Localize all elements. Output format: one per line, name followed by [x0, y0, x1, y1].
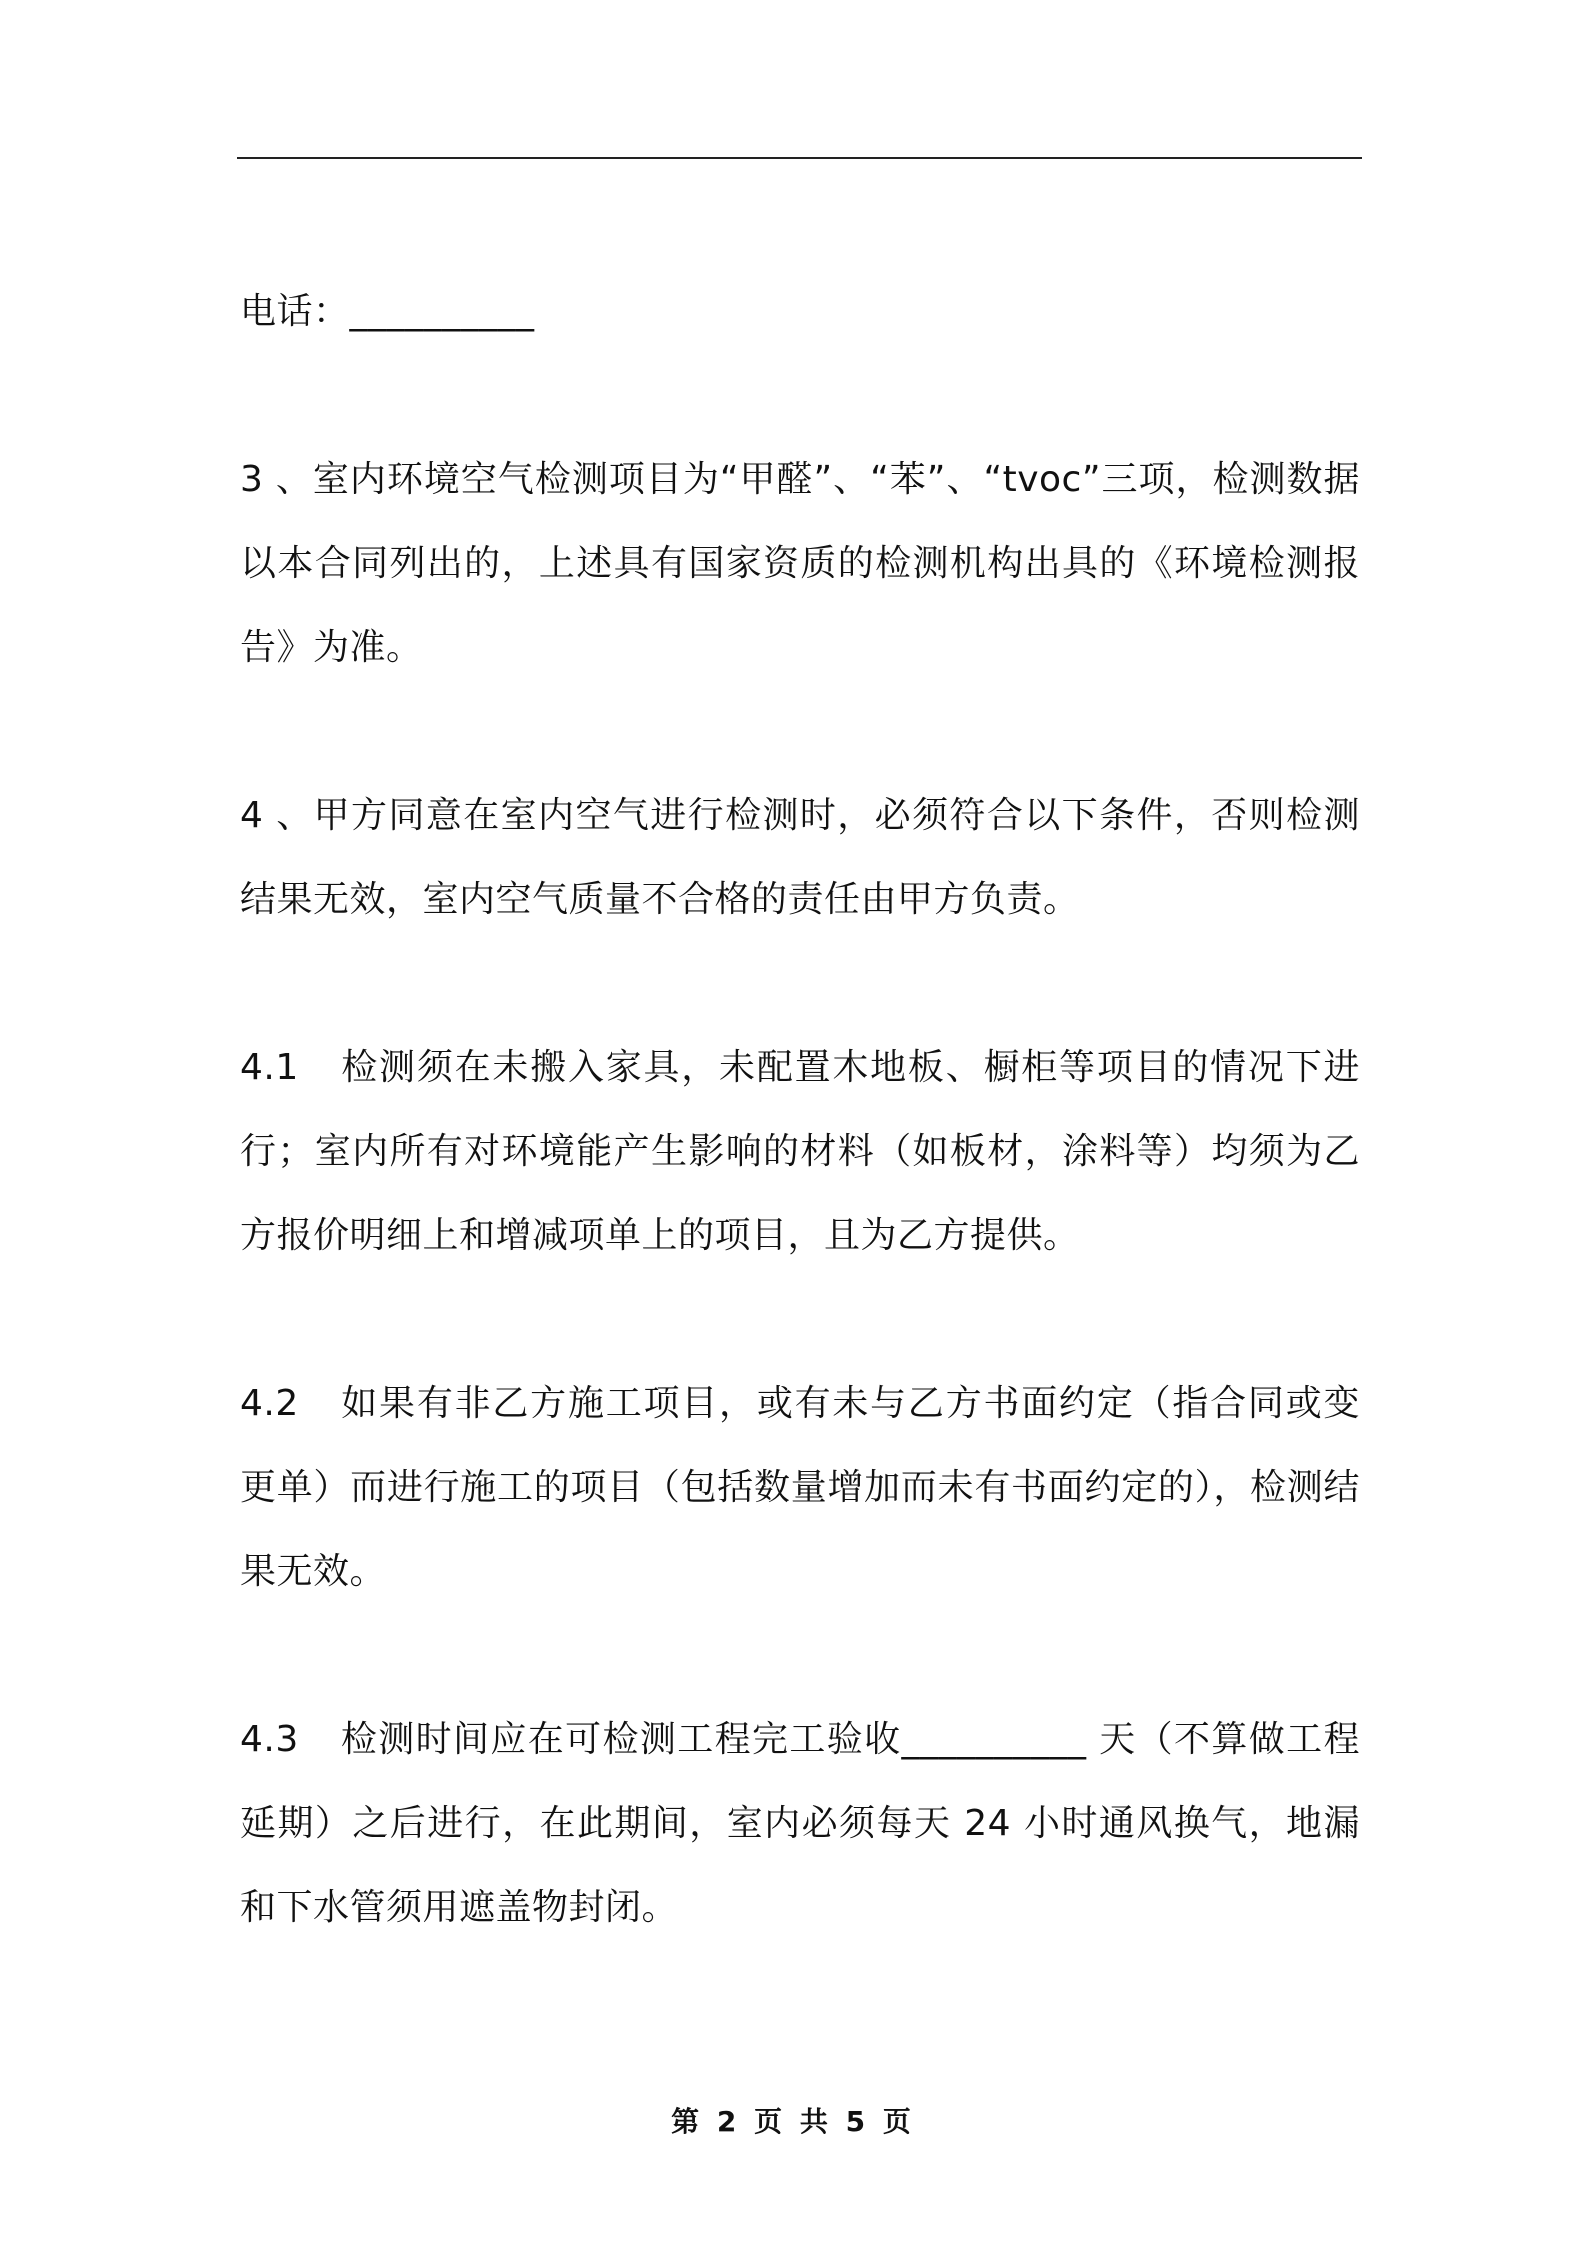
clause-4: 4 、甲方同意在室内空气进行检测时，必须符合以下条件，否则检测结果无效，室内空气质量不合格的责任由甲方负责。	[240, 795, 1360, 920]
phone-line: 电话：__________	[240, 291, 535, 332]
clause-4-3-number: 4.3	[240, 1719, 299, 1760]
clause-4-2-number: 4.2	[240, 1383, 299, 1424]
clause-3: 3 、室内环境空气检测项目为“甲醛”、“苯”、“tvoc”三项，检测数据以本合同列出的，上述具有国家资质的检测机构出具的《环境检测报告》为准。	[240, 459, 1360, 668]
clause-4-2	[240, 1362, 1360, 1614]
clause-4-3	[240, 1698, 1360, 1950]
clause-4-1-number: 4.1	[240, 1047, 299, 1088]
clause-4-1	[240, 1026, 1360, 1278]
clause-4-2-text: 如果有非乙方施工项目，或有未与乙方书面约定（指合同或变更单）而进行施工的项目（包括数量增加而未有书面约定的），检测结果无效。	[240, 1383, 1360, 1592]
clause-4-3-text: 检测时间应在可检测工程完工验收__________ 天（不算做工程延期）之后进行，在此期间，室内必须每天 24 小时通风换气，地漏和下水管须用遮盖物封闭。	[240, 1719, 1360, 1928]
clause-4-1-text: 检测须在未搬入家具，未配置木地板、橱柜等项目的情况下进行；室内所有对环境能产生影响的材料（如板材，涂料等）均须为乙方报价明细上和增减项单上的项目，且为乙方提供。	[240, 1047, 1360, 1256]
header-rule	[237, 157, 1362, 159]
page-footer: 第 2 页 共 5 页	[671, 2105, 915, 2138]
document-body	[240, 270, 1360, 1950]
